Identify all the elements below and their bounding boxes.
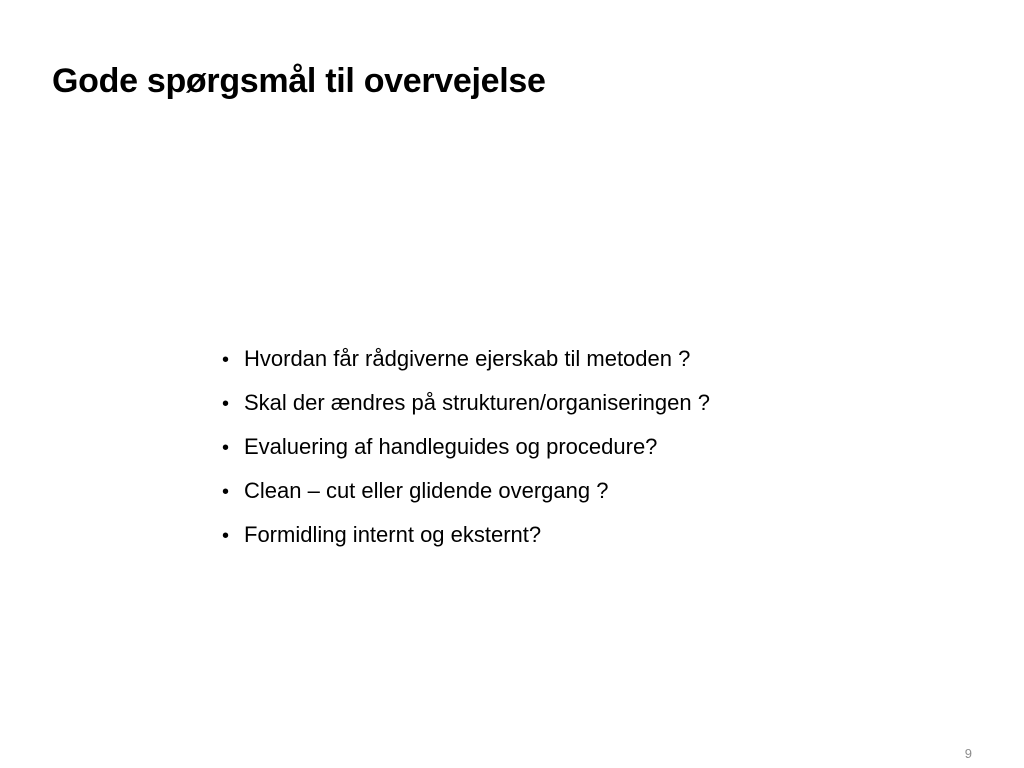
- bullet-text: Skal der ændres på strukturen/organiseringen ?: [244, 390, 710, 415]
- list-item: [222, 340, 710, 384]
- bullet-icon: •: [222, 349, 230, 371]
- bullet-text: Evaluering af handleguides og procedure?: [244, 434, 658, 459]
- list-item: [222, 516, 710, 560]
- bullet-icon: •: [222, 393, 230, 415]
- bullet-list: [222, 340, 710, 560]
- bullet-icon: •: [222, 481, 230, 503]
- page-number: 9: [964, 746, 972, 761]
- bullet-icon: •: [222, 525, 230, 547]
- slide-title: Gode spørgsmål til overvejelse: [52, 62, 546, 100]
- bullet-text: Formidling internt og eksternt?: [244, 522, 542, 547]
- bullet-icon: •: [222, 437, 230, 459]
- list-item: [222, 428, 710, 472]
- bullet-text: Clean – cut eller glidende overgang ?: [244, 478, 609, 503]
- list-item: [222, 384, 710, 428]
- list-item: [222, 472, 710, 516]
- bullet-text: Hvordan får rådgiverne ejerskab til metoden ?: [244, 346, 691, 371]
